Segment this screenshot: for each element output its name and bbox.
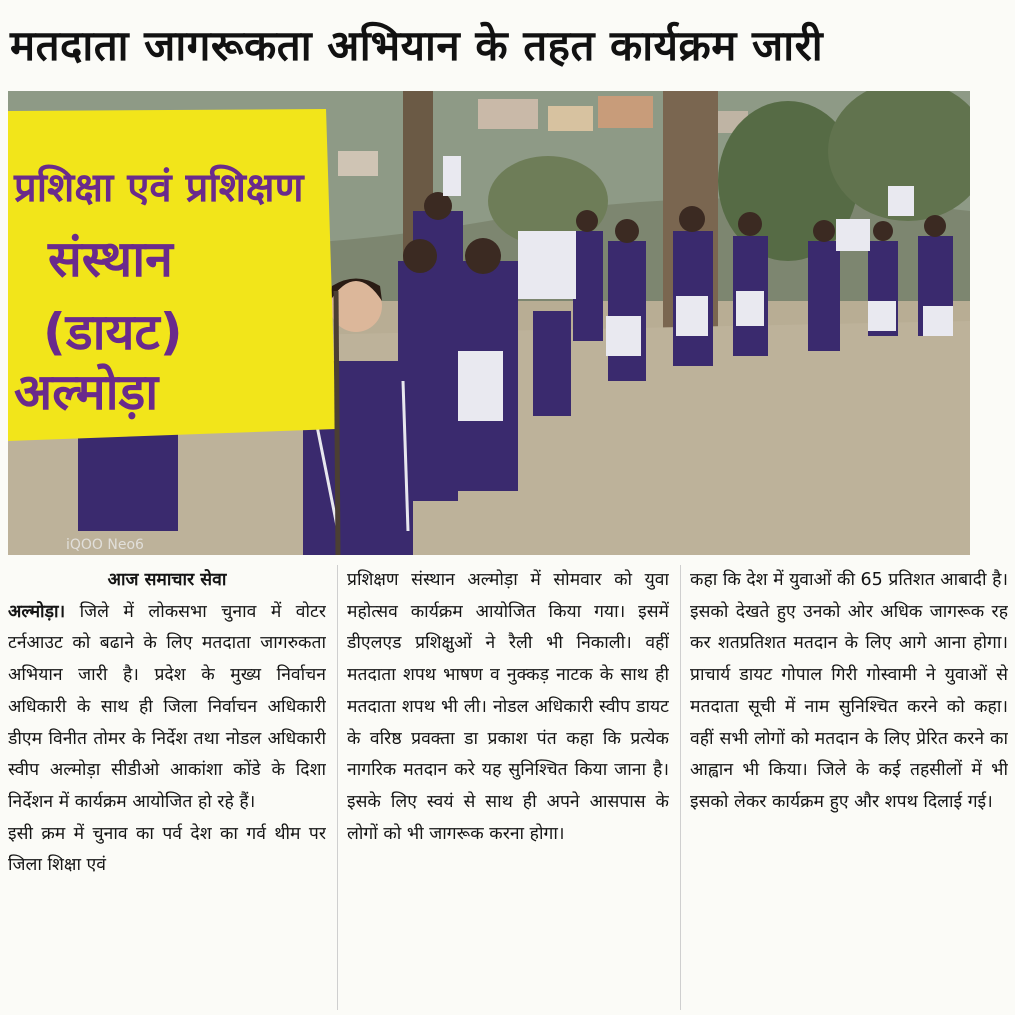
article-paragraph-1	[8, 597, 326, 819]
article-column-3	[690, 565, 1008, 1010]
article-column-1	[8, 565, 326, 1010]
banner-line-3: (डायट)	[43, 303, 183, 361]
article-paragraph-3: प्रशिक्षण संस्थान अल्मोड़ा में सोमवार को युवा महोत्सव कार्यक्रम आयोजित किया गया। इसमें डीएलएड प्रशिक्षुओं ने रैली भी निकाली। वहीं मतदाता शपथ भाषण व नुक्कड़ नाटक के साथ ही मतदाता शपथ भी ली। नोडल अधिकारी स्वीप डायट के वरिष्ठ प्रवक्ता डा प्रकाश पंत कहा कि प्रत्येक नागरिक मतदान करे यह सुनिश्चित किया जाना है। इसके लिए स्वयं से साथ ही अपने आसपास के लोगों को भी जागरूक करना होगा।	[347, 570, 669, 844]
banner-line-4: अल्मोड़ा	[14, 363, 159, 421]
camera-watermark: iQOO Neo6	[66, 537, 144, 553]
article-text-1: जिले में लोकसभा चुनाव में वोटर टर्नआउट को बढाने के लिए मतदाता जागरुकता अभियान जारी है। प्रदेश के मुख्य निर्वाचन अधिकारी के साथ ही जिला निर्वाचन अधिकारी डीएम विनीत तोमर के निर्देश तथा नोडल अधिकारी स्वीप अल्मोड़ा सीडीओ आकांशा कोंडे के दिशा निर्देशन में कार्यक्रम आयोजित हो रहे हैं।	[8, 601, 326, 812]
dateline: अल्मोड़ा।	[8, 601, 66, 622]
column-divider	[337, 565, 338, 1010]
article-paragraph-2: इसी क्रम में चुनाव का पर्व देश का गर्व थीम पर जिला शिक्षा एवं	[8, 823, 326, 876]
byline: आज समाचार सेवा	[107, 570, 227, 590]
article-column-2	[347, 565, 669, 1010]
news-photo	[8, 91, 970, 555]
column-divider	[680, 565, 681, 1010]
banner-line-1: प्रशिक्षा एवं प्रशिक्षण	[14, 165, 304, 211]
headline: मतदाता जागरूकता अभियान के तहत कार्यक्रम जारी	[10, 21, 824, 70]
banner-line-2: संस्थान	[48, 230, 173, 288]
article-paragraph-4: कहा कि देश में युवाओं की 65 प्रतिशत आबादी है। इसको देखते हुए उनको ओर अधिक जागरूक रह कर शतप्रतिशत मतदान के लिए आगे आना होगा। प्राचार्य डायट गोपाल गिरी गोस्वामी ने युवाओं से मतदाता सूची में नाम सुनिश्चित करने को कहा। वहीं सभी लोगों को मतदान के लिए प्रेरित करने का आह्वान भी किया। जिले के कई तहसीलों में भी इसको लेकर कार्यक्रम हुए और शपथ दिलाई गई।	[690, 570, 1008, 812]
